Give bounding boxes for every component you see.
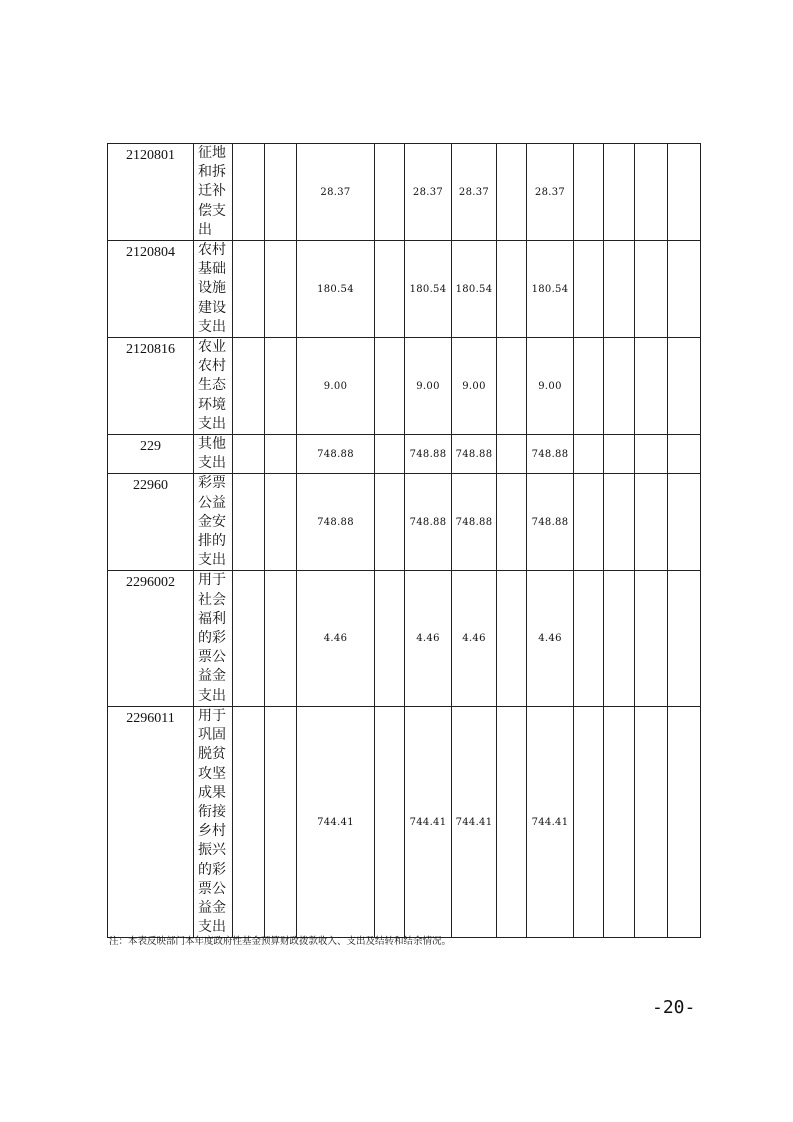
row-value: 180.54 (297, 241, 375, 338)
row-name: 征地和拆迁补偿支出 (194, 144, 233, 241)
row-name: 农业农村生态环境支出 (194, 338, 233, 435)
row-value: 28.37 (527, 144, 574, 241)
row-name: 用于巩固脱贫攻坚成果衔接乡村振兴的彩票公益金支出 (194, 706, 233, 937)
row-value: 748.88 (297, 435, 375, 474)
table-row (108, 706, 701, 937)
row-code: 2296002 (108, 571, 194, 706)
row-value: 180.54 (527, 241, 574, 338)
row-code: 2296011 (108, 706, 194, 937)
row-code: 2120804 (108, 241, 194, 338)
row-value: 28.37 (452, 144, 497, 241)
row-value: 180.54 (405, 241, 452, 338)
row-value: 4.46 (452, 571, 497, 706)
row-code: 229 (108, 435, 194, 474)
fund-budget-table (107, 143, 701, 938)
row-value: 9.00 (297, 338, 375, 435)
row-name: 用于社会福利的彩票公益金支出 (194, 571, 233, 706)
row-value: 9.00 (527, 338, 574, 435)
table-note: 注：本表反映部门本年度政府性基金预算财政拨款收入、支出及结转和结余情况。 (109, 936, 452, 947)
page-number: -20- (652, 997, 696, 1018)
row-value: 748.88 (405, 435, 452, 474)
table-row (108, 338, 701, 435)
row-value: 28.37 (405, 144, 452, 241)
row-value: 748.88 (527, 435, 574, 474)
row-value: 748.88 (297, 474, 375, 571)
row-value: 4.46 (405, 571, 452, 706)
row-value: 744.41 (405, 706, 452, 937)
row-value: 748.88 (452, 435, 497, 474)
row-value: 748.88 (405, 474, 452, 571)
row-value: 180.54 (452, 241, 497, 338)
table-row (108, 435, 701, 474)
row-name: 其他支出 (194, 435, 233, 474)
row-name: 彩票公益金安排的支出 (194, 474, 233, 571)
row-name: 农村基础设施建设支出 (194, 241, 233, 338)
row-value: 748.88 (527, 474, 574, 571)
row-value: 744.41 (527, 706, 574, 937)
row-value: 28.37 (297, 144, 375, 241)
row-code: 2120801 (108, 144, 194, 241)
table-row (108, 144, 701, 241)
row-code: 22960 (108, 474, 194, 571)
row-value: 744.41 (297, 706, 375, 937)
row-value: 744.41 (452, 706, 497, 937)
row-value: 4.46 (297, 571, 375, 706)
row-value: 748.88 (452, 474, 497, 571)
table-row (108, 474, 701, 571)
row-code: 2120816 (108, 338, 194, 435)
row-value: 9.00 (405, 338, 452, 435)
row-value: 9.00 (452, 338, 497, 435)
row-value: 4.46 (527, 571, 574, 706)
table-row (108, 571, 701, 706)
table-row (108, 241, 701, 338)
